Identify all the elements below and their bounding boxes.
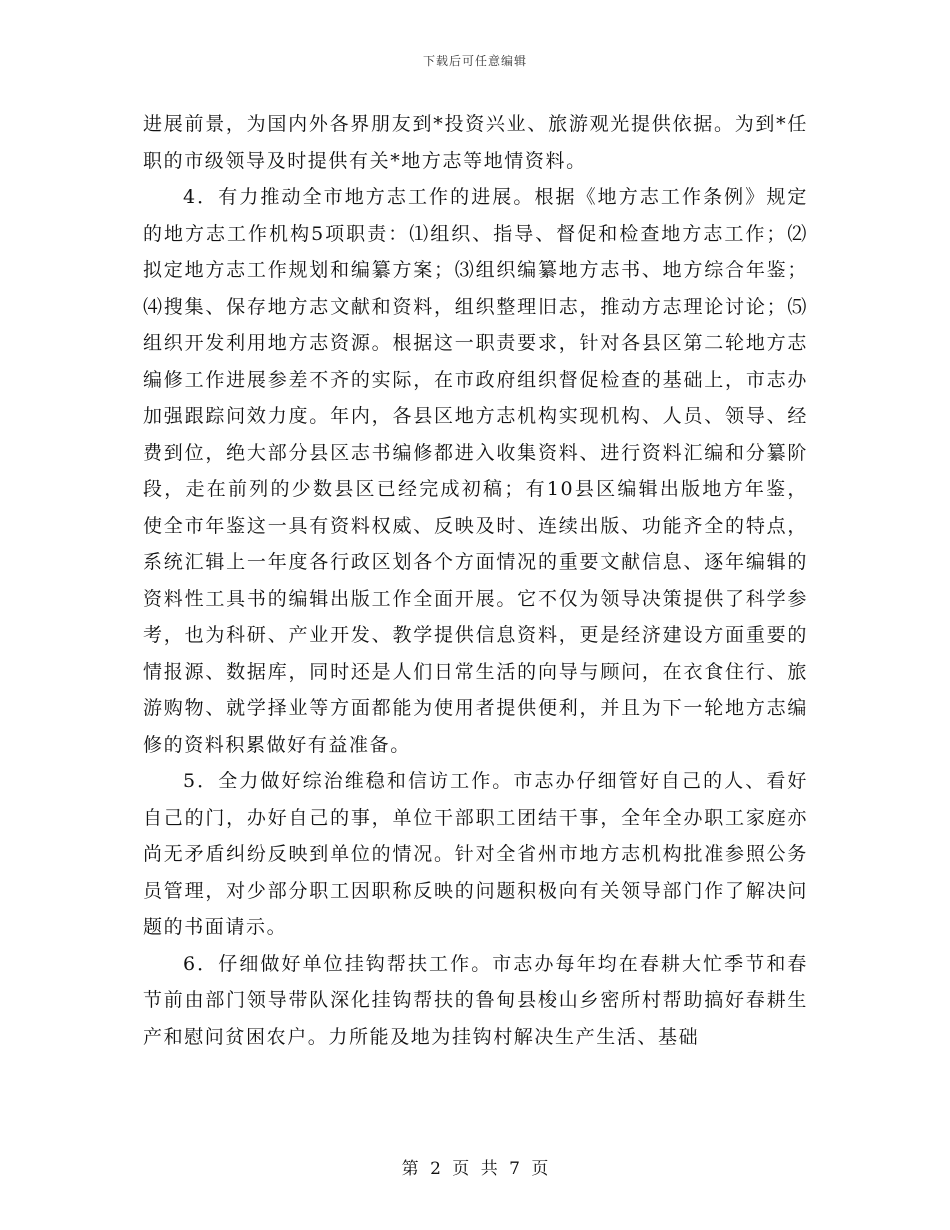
paragraph-2: 4．有力推动全市地方志工作的进展。根据《地方志工作条例》规定的地方志工作机构5项职责：⑴组织、指导、督促和检查地方志工作；⑵拟定地方志工作规划和编纂方案；⑶组织编纂地方志书、地方综合年鉴；⑷搜集、保存地方志文献和资料，组织整理旧志，推动方志理论讨论；⑸组织开发利用地方志资源。根据这一职责要求，针对各县区第二轮地方志编修工作进展参差不齐的实际，在市政府组织督促检查的基础上，市志办加强跟踪问效力度。年内，各县区地方志机构实现机构、人员、领导、经费到位，绝大部分县区志书编修都进入收集资料、进行资料汇编和分纂阶段，走在前列的少数县区已经完成初稿；有10县区编辑出版地方年鉴，使全市年鉴这一具有资料权威、反映及时、连续出版、功能齐全的特点，系统汇辑上一年度各行政区划各个方面情况的重要文献信息、逐年编辑的资料性工具书的编辑出版工作全面开展。它不仅为领导决策提供了科学参考，也为科研、产业开发、教学提供信息资料，更是经济建设方面重要的情报源、数据库，同时还是人们日常生活的向导与顾问，在衣食住行、旅游购物、就学择业等方面都能为使用者提供便利，并且为下一轮地方志编修的资料积累做好有益准备。 bbox=[143, 186, 808, 756]
paragraph-4: 6．仔细做好单位挂钩帮扶工作。市志办每年均在春耕大忙季节和春节前由部门领导带队深化挂钩帮扶的鲁甸县梭山乡密所村帮助搞好春耕生产和慰问贫困农户。力所能及地为挂钩村解决生产生活、基础 bbox=[143, 952, 808, 1048]
paragraph-3: 5．全力做好综治维稳和信访工作。市志办仔细管好自己的人、看好自己的门，办好自己的事，单位干部职工团结干事，全年全办职工家庭亦尚无矛盾纠纷反映到单位的情况。针对全省州市地方志机构批准参照公务员管理，对少部分职工因职称反映的问题积极向有关领导部门作了解决问题的书面请示。 bbox=[143, 770, 808, 938]
document-body bbox=[143, 106, 808, 1055]
paragraph-1: 进展前景，为国内外各界朋友到*投资兴业、旅游观光提供依据。为到*任职的市级领导及时提供有关*地方志等地情资料。 bbox=[143, 113, 808, 172]
page-footer: 第 2 页 共 7 页 bbox=[401, 1159, 549, 1179]
page-header: 下载后可任意编辑 bbox=[422, 54, 527, 68]
